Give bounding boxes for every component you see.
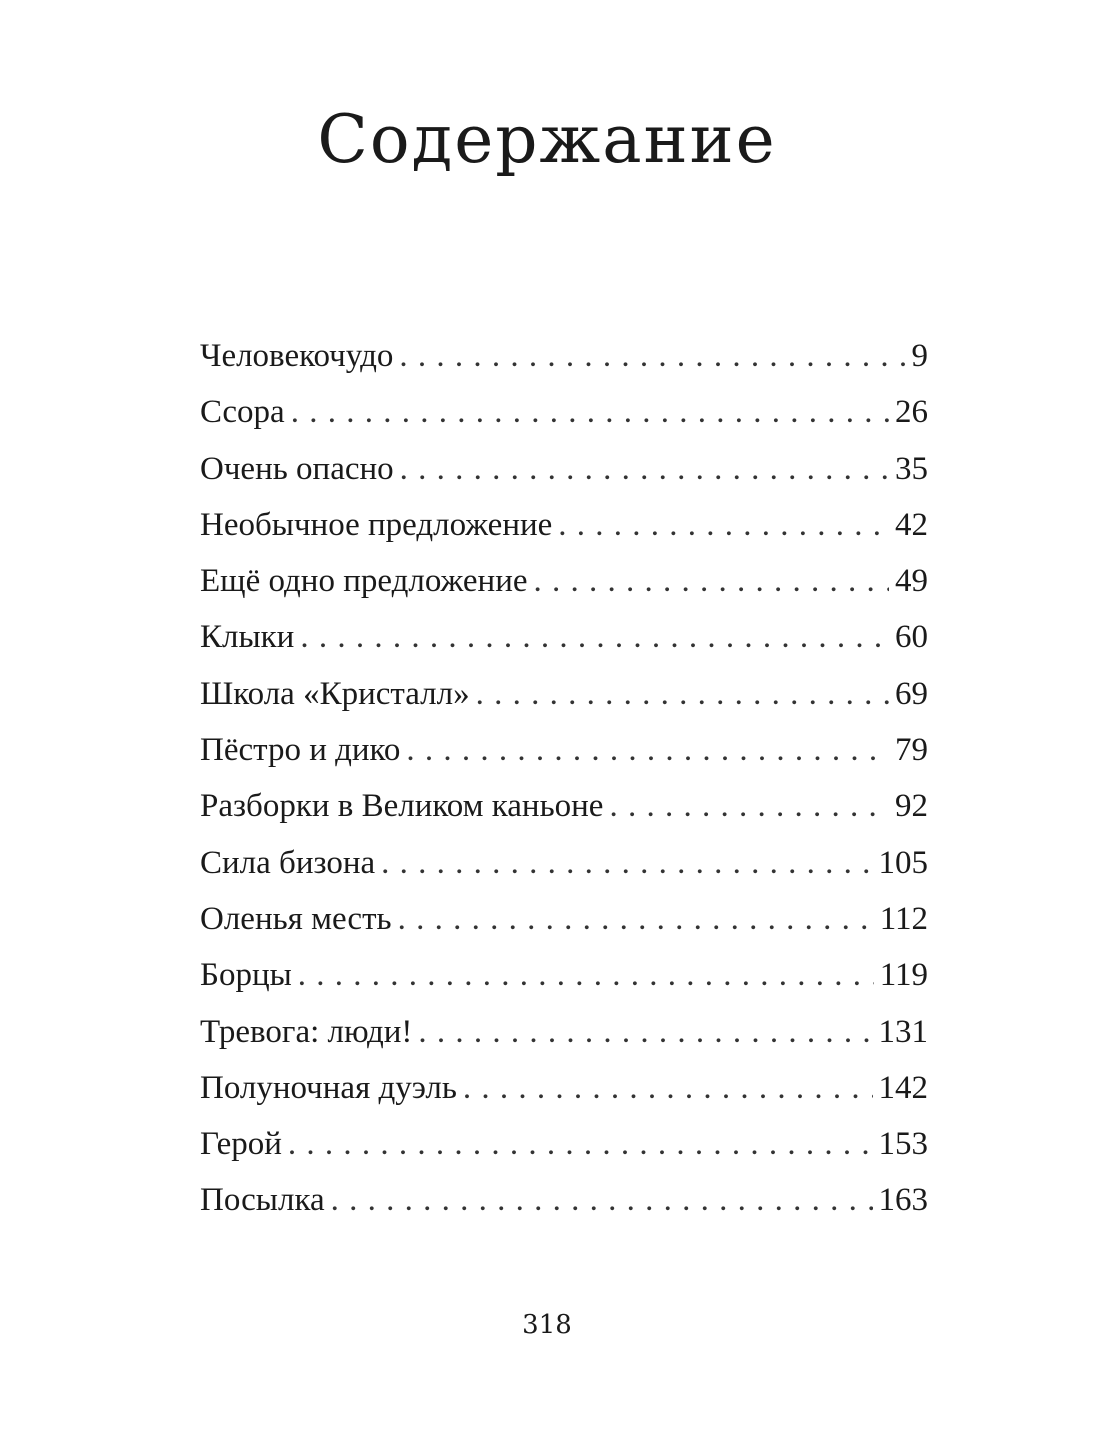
dot-leader	[558, 497, 889, 553]
dot-leader	[400, 441, 889, 497]
toc-entry-page: 60	[895, 619, 928, 656]
dot-leader	[399, 328, 905, 384]
toc-entry-page: 92	[895, 788, 928, 825]
toc-entry-title: Пёстро и дико	[200, 732, 401, 769]
toc-entry-title: Клыки	[200, 619, 295, 656]
toc-entry	[200, 328, 928, 384]
dot-leader	[331, 1172, 873, 1228]
dot-leader	[398, 891, 874, 947]
dot-leader	[463, 1060, 873, 1116]
toc-entry-title: Полуночная дуэль	[200, 1069, 457, 1106]
toc-entry-title: Борцы	[200, 957, 292, 994]
toc-entry-title: Тревога: люди!	[200, 1013, 413, 1050]
toc-entry-title: Посылка	[200, 1182, 325, 1219]
dot-leader	[476, 666, 889, 722]
toc-entry-title: Оленья месть	[200, 900, 392, 937]
toc-entry-title: Разборки в Великом каньоне	[200, 788, 604, 825]
toc-entry	[200, 497, 928, 553]
dot-leader	[381, 835, 872, 891]
toc-entry	[200, 553, 928, 609]
table-of-contents	[200, 328, 928, 1229]
dot-leader	[418, 1004, 872, 1060]
dot-leader	[288, 1116, 873, 1172]
toc-entry	[200, 778, 928, 834]
toc-entry	[200, 1060, 928, 1116]
toc-entry-title: Очень опасно	[200, 450, 394, 487]
toc-entry-title: Сила бизона	[200, 844, 376, 881]
toc-entry-title: Необычное предложение	[200, 506, 553, 543]
toc-entry	[200, 722, 928, 778]
toc-entry-page: 119	[879, 957, 928, 994]
toc-entry-page: 26	[895, 394, 928, 431]
dot-leader	[609, 778, 889, 834]
toc-entry-page: 9	[911, 338, 928, 374]
toc-entry-page: 142	[878, 1069, 928, 1106]
toc-entry-title: Герой	[200, 1126, 282, 1163]
toc-entry-page: 153	[878, 1126, 928, 1163]
toc-entry	[200, 1116, 928, 1172]
toc-entry-page: 163	[878, 1182, 928, 1219]
toc-entry	[200, 1004, 928, 1060]
page-number: 318	[522, 1310, 572, 1340]
page-title: Содержание	[317, 101, 777, 178]
toc-entry-page: 112	[879, 900, 928, 937]
toc-entry	[200, 666, 928, 722]
toc-entry-page: 105	[878, 844, 928, 881]
toc-entry	[200, 384, 928, 440]
toc-entry-page: 42	[895, 506, 928, 543]
dot-leader	[300, 609, 889, 665]
toc-entry	[200, 835, 928, 891]
toc-entry-page: 35	[895, 450, 928, 487]
toc-entry-page: 69	[895, 675, 928, 712]
dot-leader	[534, 553, 889, 609]
toc-entry	[200, 891, 928, 947]
toc-entry-page: 131	[878, 1013, 928, 1050]
dot-leader	[298, 947, 874, 1003]
toc-entry	[200, 609, 928, 665]
toc-entry-title: Ссора	[200, 394, 285, 431]
toc-entry	[200, 1172, 928, 1228]
dot-leader	[291, 384, 889, 440]
toc-entry-page: 79	[895, 732, 928, 769]
dot-leader	[406, 722, 889, 778]
toc-entry	[200, 947, 928, 1003]
toc-entry	[200, 441, 928, 497]
toc-entry-title: Ещё одно предложение	[200, 563, 528, 600]
toc-entry-title: Человекочудо	[200, 338, 394, 374]
toc-entry-page: 49	[895, 563, 928, 600]
toc-entry-title: Школа «Кристалл»	[200, 675, 470, 712]
